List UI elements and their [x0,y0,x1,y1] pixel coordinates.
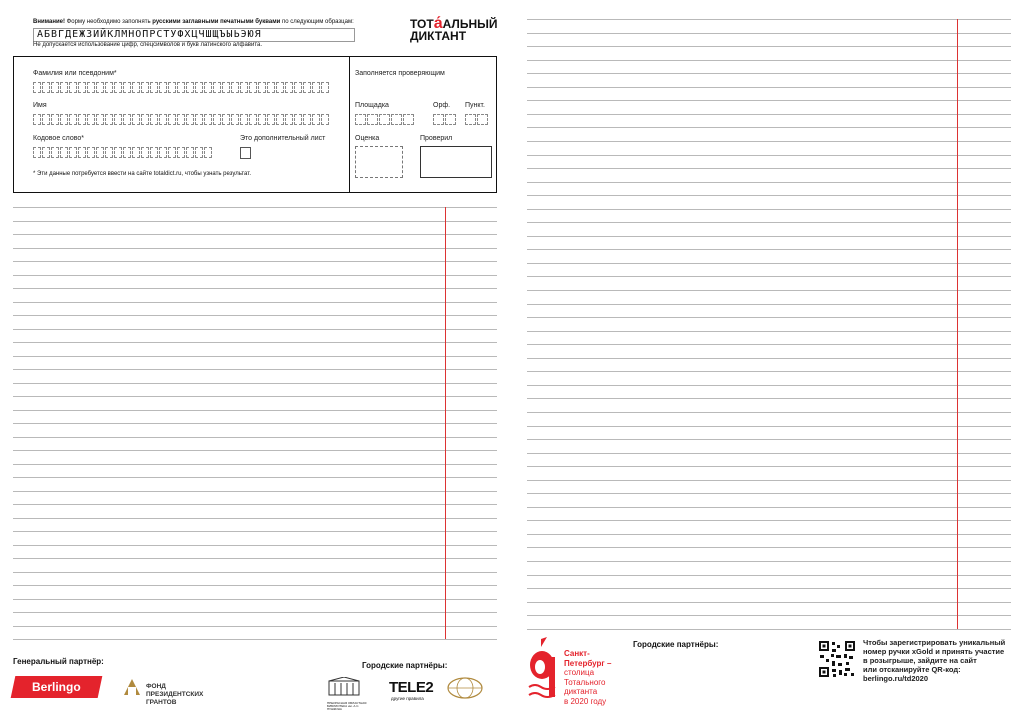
area-label: Площадка [355,102,389,109]
total-dictation-logo: ТОТа́АЛЬНЫЙ ДИКТАНТ [410,18,500,42]
ruled-line [527,439,1011,440]
ruled-line [13,410,497,411]
surname-label: Фамилия или псевдоним* [33,70,117,77]
ruled-line [527,19,1011,20]
ruled-line [527,182,1011,183]
ruled-line [527,561,1011,562]
spb-letter-a-icon [527,637,559,707]
ruled-line [527,480,1011,481]
ruled-line [13,234,497,235]
ruled-line [527,127,1011,128]
ruled-line [13,518,497,519]
right-margin-line [957,19,958,629]
ruled-line [13,545,497,546]
tele2-logo: TELE2 [389,679,434,696]
attention-note [33,19,363,26]
extra-sheet-label: Это дополнительный лист [240,135,326,142]
ruled-line [527,520,1011,521]
ruled-line [13,639,497,640]
ruled-line [13,275,497,276]
ruled-line [13,504,497,505]
ruled-line [13,437,497,438]
promo-url[interactable]: berlingo.ru/td2020 [863,674,929,683]
punkt-label: Пункт. [465,102,485,109]
tele2-subtitle: другие правила [391,696,424,701]
globe-logo-icon [445,676,485,700]
city-partners-label-right: Городские партнёры: [633,640,719,649]
ruled-line [527,46,1011,47]
ruled-line [527,331,1011,332]
checker-title: Заполняется проверяющим [355,70,445,77]
qr-code-icon[interactable] [818,640,856,678]
city-partners-label-left: Городские партнёры: [362,661,448,670]
ruled-line [13,288,497,289]
spb-line-4: Тотального [564,677,606,687]
ruled-line [527,33,1011,34]
ruled-line [13,329,497,330]
promo-line-4: или отсканируйте QR-код: [863,665,961,674]
logo-part-a: ТОТ [410,17,434,31]
ruled-line [527,575,1011,576]
ruled-line [527,615,1011,616]
ruled-line [527,547,1011,548]
ruled-line [13,356,497,357]
attention-text: Форму необходимо заполнять [66,19,151,25]
ruled-line [527,629,1011,630]
registration-form [13,56,497,193]
ruled-line [13,396,497,397]
left-margin-line [445,207,446,639]
attention-bold-2: русскими заглавными печатными буквами [152,19,281,25]
spb-line-2: Петербург – [564,658,612,668]
ruled-line [527,371,1011,372]
ruled-line [13,626,497,627]
ruled-line [527,155,1011,156]
ruled-line [13,315,497,316]
checked-by-box[interactable] [420,146,492,178]
ruled-line [527,276,1011,277]
library-logo-icon [327,677,369,711]
spb-line-6: в 2020 году [564,696,607,706]
ruled-line [13,207,497,208]
ruled-line [527,141,1011,142]
ruled-line [13,477,497,478]
area-cells[interactable] [355,114,414,125]
logo-line-2: ДИКТАНТ [410,29,467,43]
name-label: Имя [33,102,47,109]
ruled-line [527,358,1011,359]
ruled-line [13,261,497,262]
spb-line-5: диктанта [564,687,598,696]
ruled-line [527,507,1011,508]
latin-warning: Не допускается использование цифр, спецсимволов и букв латинского алфавита. [33,42,263,48]
promo-text [863,638,1005,683]
ruled-line [527,236,1011,237]
ruled-line [13,450,497,451]
alphabet-sample: АБВГДЕЖЗИЙКЛМНОПРСТУФХЦЧШЩЪЫЬЭЮЯ [37,29,262,40]
ruled-line [527,304,1011,305]
fund-emblem-icon [122,677,142,697]
alphabet-sample-box [33,28,355,42]
ruled-line [527,412,1011,413]
ruled-line [527,114,1011,115]
orf-cells[interactable] [433,114,456,125]
ruled-line [13,572,497,573]
ruled-line [13,531,497,532]
ruled-line [527,60,1011,61]
ruled-line [13,558,497,559]
ruled-line [13,248,497,249]
ruled-line [13,599,497,600]
ruled-line [527,87,1011,88]
ruled-line [527,73,1011,74]
ruled-line [527,588,1011,589]
ruled-line [13,369,497,370]
ruled-line [13,302,497,303]
ruled-line [527,222,1011,223]
promo-line-1: Чтобы зарегистрировать уникальный [863,638,1006,647]
grade-label: Оценка [355,135,380,142]
attention-bold: Внимание! [33,19,65,25]
ruled-line [527,195,1011,196]
ruled-line [527,317,1011,318]
ruled-line [13,491,497,492]
general-partner-label: Генеральный партнёр: [13,657,104,666]
form-footnote: * Эти данные потребуется ввести на сайте totaldict.ru, чтобы узнать результат. [33,171,252,177]
surname-cells[interactable] [33,82,329,93]
punkt-cells[interactable] [465,114,488,125]
ruled-line [527,534,1011,535]
code-word-label: Кодовое слово* [33,135,84,142]
promo-line-3: в розыгрыше, зайдите на сайт [863,656,977,665]
spb-capital-text [564,649,611,706]
spb-line-3: столица [564,668,595,677]
fund-line-2: ПРЕЗИДЕНТСКИХ [146,691,204,698]
ruled-line [13,464,497,465]
ruled-line [527,290,1011,291]
spb-line-1: Санкт- [564,649,590,658]
ruled-line [527,344,1011,345]
right-ruled-area[interactable] [527,19,1011,629]
ruled-line [527,602,1011,603]
ruled-line [527,263,1011,264]
fund-logo-text [146,683,203,707]
checked-by-label: Проверил [420,135,453,142]
berlingo-logo [11,676,103,698]
ruled-line [527,453,1011,454]
ruled-line [527,493,1011,494]
fund-line-3: ГРАНТОВ [146,699,177,706]
ruled-line [13,383,497,384]
library-text: ПРЕКРАСНАЯ ОБЛАСТНАЯ БИБЛИОТЕКА им. А.С. ПУШКИНА [327,701,367,711]
ruled-line [527,249,1011,250]
berlingo-text: Berlingo [32,680,81,694]
code-word-cells[interactable] [33,147,212,158]
left-ruled-area[interactable] [13,207,497,639]
grade-box[interactable] [355,146,403,178]
orf-label: Орф. [433,102,451,109]
logo-part-b: АЛЬНЫЙ [442,17,498,31]
attention-text-2: по следующим образцам: [282,19,354,25]
ruled-line [13,612,497,613]
ruled-line [527,385,1011,386]
form-divider [349,57,350,192]
promo-line-2: номер ручки xGold и принять участие [863,647,1005,656]
ruled-line [527,398,1011,399]
ruled-line [527,168,1011,169]
ruled-line [13,221,497,222]
ruled-line [527,100,1011,101]
ruled-line [527,466,1011,467]
fund-line-1: ФОНД [146,683,166,690]
ruled-line [13,585,497,586]
extra-sheet-checkbox[interactable] [240,147,251,159]
name-cells[interactable] [33,114,329,125]
ruled-line [527,209,1011,210]
ruled-line [527,426,1011,427]
ruled-line [13,342,497,343]
ruled-line [13,423,497,424]
